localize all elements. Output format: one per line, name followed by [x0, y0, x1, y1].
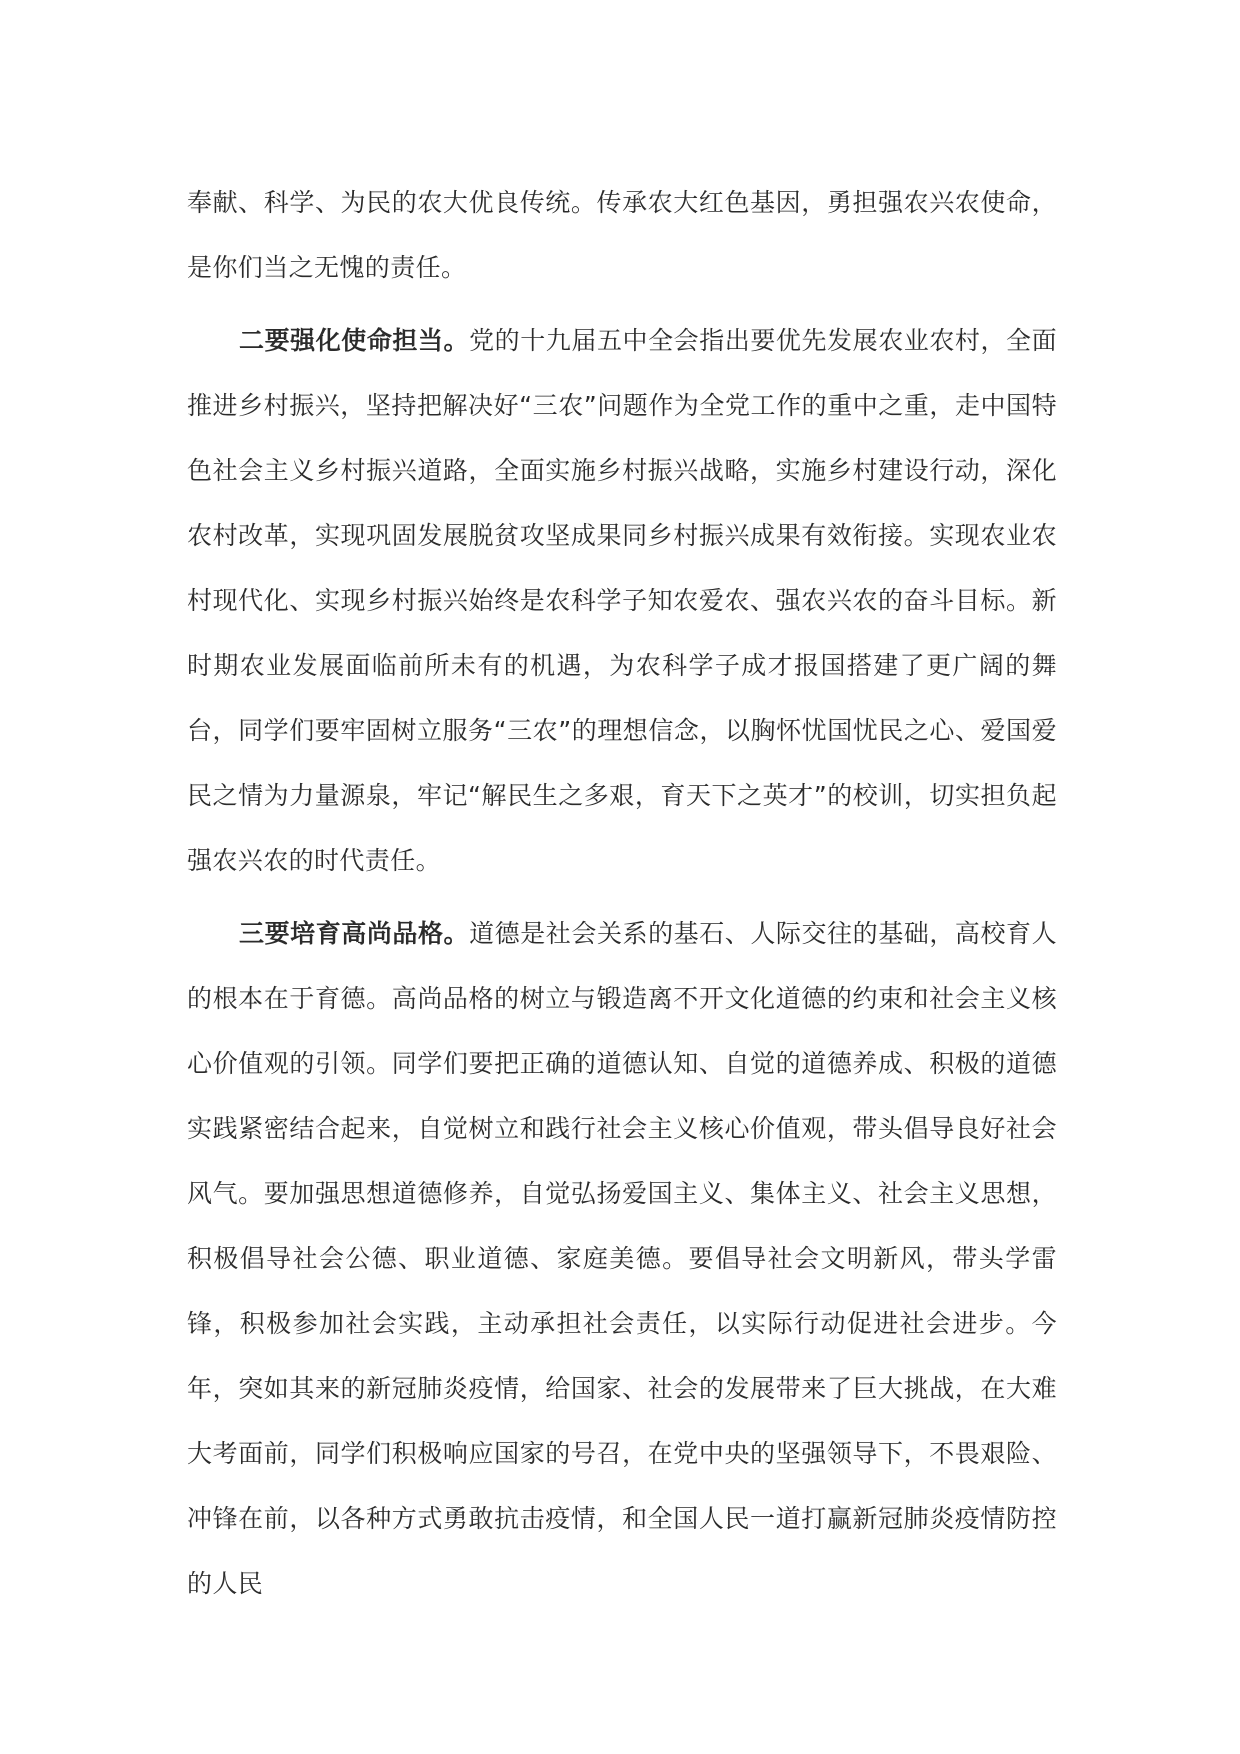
paragraph-lead: 三要培育高尚品格。 — [239, 919, 470, 948]
document-page — [187, 170, 1057, 1616]
paragraph-text: 道德是社会关系的基石、人际交往的基础，高校育人的根本在于育德。高尚品格的树立与锻造离不开文化道德的约束和社会主义核心价值观的引领。同学们要把正确的道德认知、自觉的道德养成、积极的道德实践紧密结合起来，自觉树立和践行社会主义核心价值观，带头倡导良好社会风气。要加强思想道德修养，自觉弘扬爱国主义、集体主义、社会主义思想，积极倡导社会公德、职业道德、家庭美德。要倡导社会文明新风，带头学雷锋，积极参加社会实践，主动承担社会责任，以实际行动促进社会进步。今年，突如其来的新冠肺炎疫情，给国家、社会的发展带来了巨大挑战，在大难大考面前，同学们积极响应国家的号召，在党中央的坚强领导下，不畏艰险、冲锋在前，以各种方式勇敢抗击疫情，和全国人民一道打赢新冠肺炎疫情防控的人民 — [187, 919, 1057, 1598]
paragraph-continuation — [187, 170, 1057, 300]
paragraph-mission — [187, 308, 1057, 893]
paragraph-lead: 二要强化使命担当。 — [239, 326, 470, 355]
paragraph-text: 党的十九届五中全会指出要优先发展农业农村，全面推进乡村振兴，坚持把解决好“三农”问题作为全党工作的重中之重，走中国特色社会主义乡村振兴道路，全面实施乡村振兴战略，实施乡村建设行动，深化农村改革，实现巩固发展脱贫攻坚成果同乡村振兴成果有效衔接。实现农业农村现代化、实现乡村振兴始终是农科学子知农爱农、强农兴农的奋斗目标。新时期农业发展面临前所未有的机遇，为农科学子成才报国搭建了更广阔的舞台，同学们要牢固树立服务“三农”的理想信念，以胸怀忧国忧民之心、爱国爱民之情为力量源泉，牢记“解民生之多艰，育天下之英才”的校训，切实担负起强农兴农的时代责任。 — [187, 326, 1057, 875]
paragraph-character — [187, 901, 1057, 1616]
paragraph-text: 奉献、科学、为民的农大优良传统。传承农大红色基因，勇担强农兴农使命，是你们当之无愧的责任。 — [187, 188, 1057, 282]
